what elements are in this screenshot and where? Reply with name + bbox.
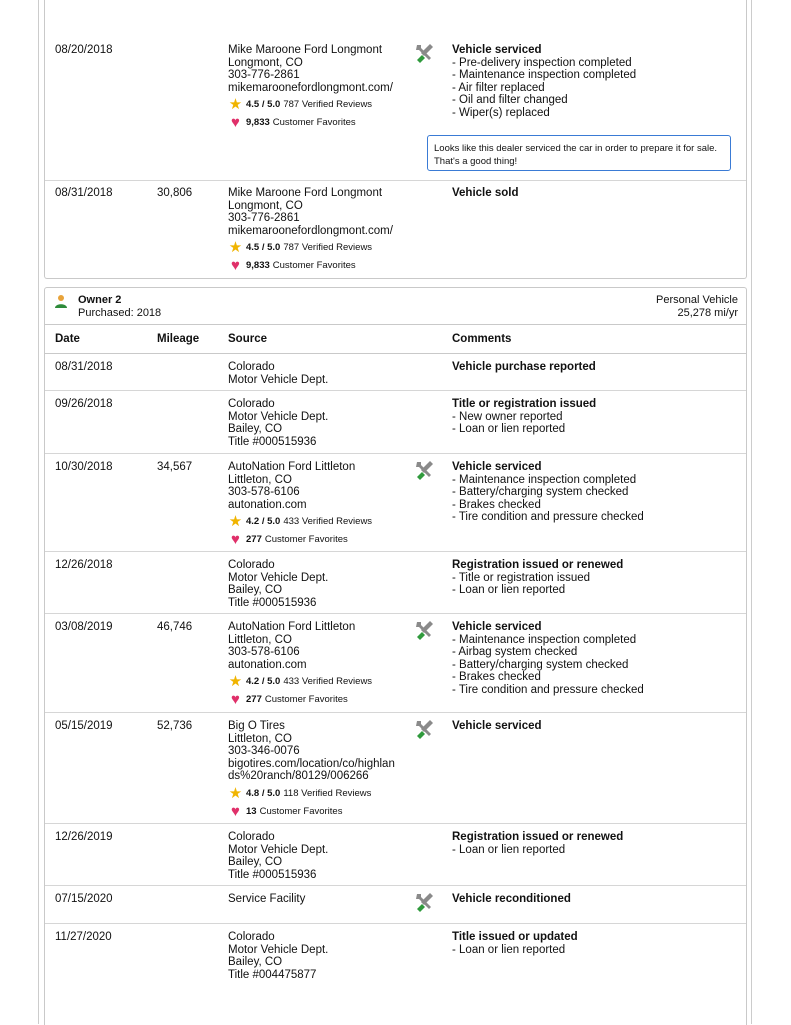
source-line: 303-776-2861 [228, 212, 300, 225]
record-mileage: 52,736 [157, 720, 193, 732]
source-line: Title #000515936 [228, 596, 317, 609]
comment-line: - Loan or lien reported [452, 843, 566, 856]
table-row [45, 354, 746, 391]
favorites-count: 9,833 [246, 260, 270, 272]
source-line: autonation.com [228, 658, 307, 671]
record-comments [452, 398, 596, 436]
comment-line: - Loan or lien reported [452, 584, 566, 597]
record-comments [452, 461, 644, 524]
comment-line: - Air filter replaced [452, 81, 545, 94]
source-line: Service Facility [228, 893, 306, 905]
heart-icon: ♥ [231, 257, 240, 275]
source-line: mikemaroonefordlongmont.com/ [228, 224, 393, 237]
rating-reviews: 433 Verified Reviews [283, 676, 373, 688]
source-line: 303-346-0076 [228, 745, 300, 758]
source-line: bigotires.com/location/co/highlan [228, 757, 395, 770]
rating-line [228, 515, 372, 529]
table-row [45, 614, 746, 713]
record-source [228, 621, 372, 707]
comment-title: Vehicle serviced [452, 621, 542, 633]
source-line: Motor Vehicle Dept. [228, 410, 329, 423]
comment-title: Registration issued or renewed [452, 831, 624, 843]
comment-line: - Brakes checked [452, 498, 541, 511]
comment-title: Vehicle serviced [452, 44, 542, 56]
source-line: Motor Vehicle Dept. [228, 843, 329, 856]
source-line: 303-578-6106 [228, 486, 300, 499]
comment-line: - Tire condition and pressure checked [452, 511, 644, 524]
record-comments [452, 720, 542, 733]
source-line: Title #004475877 [228, 968, 317, 981]
record-source [228, 559, 328, 609]
source-line: Longmont, CO [228, 56, 303, 69]
rating-reviews: 118 Verified Reviews [283, 787, 372, 799]
record-date: 08/31/2018 [55, 187, 113, 199]
comment-line: - Loan or lien reported [452, 943, 566, 956]
table-row [45, 924, 746, 1025]
star-icon: ★ [228, 784, 243, 802]
source-line: Littleton, CO [228, 732, 292, 745]
source-line: Bailey, CO [228, 423, 283, 436]
source-line: Colorado [228, 831, 275, 843]
rating-reviews: 433 Verified Reviews [283, 516, 373, 528]
person-icon [54, 294, 68, 308]
favorites-label: Customer Favorites [264, 534, 348, 546]
owner-header [45, 288, 746, 325]
favorites-line [228, 259, 393, 273]
comment-title: Vehicle serviced [452, 720, 542, 732]
rating-line [228, 241, 393, 255]
table-row [45, 713, 746, 824]
star-icon: ★ [228, 96, 243, 114]
table-row [45, 180, 746, 278]
record-mileage: 34,567 [157, 461, 193, 473]
source-line: Colorado [228, 398, 275, 410]
comment-title: Registration issued or renewed [452, 559, 624, 571]
record-comments [452, 621, 644, 697]
favorites-line [228, 533, 372, 547]
comment-line: - Wiper(s) replaced [452, 106, 550, 119]
source-line: Big O Tires [228, 720, 285, 732]
favorites-label: Customer Favorites [272, 260, 356, 272]
record-date: 11/27/2020 [55, 931, 112, 943]
owner-purchased: Purchased: 2018 [78, 307, 162, 319]
favorites-label: Customer Favorites [264, 694, 348, 706]
favorites-count: 9,833 [246, 117, 270, 129]
record-source [228, 44, 393, 130]
record-source [228, 398, 328, 448]
comment-line: - Pre-delivery inspection completed [452, 56, 632, 69]
source-line: Motor Vehicle Dept. [228, 943, 329, 956]
wrench-screwdriver-icon [413, 619, 435, 641]
owner-title: Owner 2 [78, 294, 122, 306]
record-date: 08/20/2018 [55, 44, 113, 56]
comment-line: - Tire condition and pressure checked [452, 683, 644, 696]
comment-title: Vehicle serviced [452, 461, 542, 473]
owner2-history-table [44, 287, 747, 1025]
table-row [45, 886, 746, 924]
source-line: mikemaroonefordlongmont.com/ [228, 81, 393, 94]
record-comments [452, 187, 518, 200]
source-line: autonation.com [228, 498, 307, 511]
record-source [228, 831, 328, 881]
record-source [228, 720, 395, 819]
record-date: 12/26/2018 [55, 559, 113, 571]
wrench-screwdriver-icon [413, 459, 435, 481]
rating-line [228, 675, 372, 689]
page-edge-left [38, 0, 39, 1024]
rating-reviews: 787 Verified Reviews [283, 242, 373, 254]
source-line: Title #000515936 [228, 435, 317, 448]
source-line: ds%20ranch/80129/006266 [228, 770, 369, 783]
record-date: 03/08/2019 [55, 621, 113, 633]
comment-title: Vehicle purchase reported [452, 361, 596, 373]
favorites-count: 277 [246, 534, 262, 546]
record-date: 12/26/2019 [55, 831, 113, 843]
record-date: 07/15/2020 [55, 893, 113, 905]
favorites-count: 277 [246, 694, 262, 706]
record-source [228, 187, 393, 273]
record-comments [452, 893, 571, 906]
heart-icon: ♥ [231, 531, 240, 549]
comment-line: - Maintenance inspection completed [452, 69, 637, 82]
source-line: AutoNation Ford Littleton [228, 461, 356, 473]
record-source [228, 461, 372, 547]
table-row [45, 824, 746, 886]
table-row [45, 37, 746, 181]
table-row [45, 552, 746, 614]
favorites-label: Customer Favorites [259, 805, 343, 817]
source-line: Bailey, CO [228, 584, 283, 597]
miles-per-year: 25,278 mi/yr [677, 307, 738, 319]
record-source [228, 931, 328, 981]
wrench-screwdriver-icon [413, 891, 435, 913]
comment-title: Vehicle sold [452, 187, 519, 199]
star-icon: ★ [228, 673, 243, 691]
comment-line: - Battery/charging system checked [452, 486, 629, 499]
header-source: Source [228, 333, 267, 345]
comment-title: Title issued or updated [452, 931, 578, 943]
rating-score: 4.2 / 5.0 [246, 516, 281, 528]
source-line: Title #000515936 [228, 868, 317, 881]
heart-icon: ♥ [231, 691, 240, 709]
header-date: Date [55, 333, 80, 345]
comment-line: - Battery/charging system checked [452, 658, 629, 671]
star-icon: ★ [228, 513, 243, 531]
dealer-note: Looks like this dealer serviced the car in order to prepare it for sale. That's a good thing! [427, 135, 731, 171]
rating-reviews: 787 Verified Reviews [283, 99, 373, 111]
comment-line: - Airbag system checked [452, 646, 578, 659]
source-line: Littleton, CO [228, 633, 292, 646]
page-edge-right [751, 0, 752, 1024]
source-line: Colorado [228, 559, 275, 571]
comment-line: - Maintenance inspection completed [452, 633, 637, 646]
header-comments: Comments [452, 333, 512, 345]
wrench-screwdriver-icon [413, 718, 435, 740]
source-line: Bailey, CO [228, 856, 283, 869]
source-line: Littleton, CO [228, 473, 292, 486]
record-date: 05/15/2019 [55, 720, 113, 732]
comment-line: - Brakes checked [452, 671, 541, 684]
favorites-line [228, 802, 395, 820]
record-comments [452, 559, 623, 597]
comment-line: - Loan or lien reported [452, 423, 566, 436]
source-line: 303-578-6106 [228, 646, 300, 659]
favorites-line [228, 693, 372, 707]
rating-score: 4.5 / 5.0 [246, 242, 281, 254]
comment-title: Vehicle reconditioned [452, 893, 571, 905]
source-line: Bailey, CO [228, 956, 283, 969]
rating-score: 4.2 / 5.0 [246, 676, 281, 688]
record-date: 09/26/2018 [55, 398, 113, 410]
header-mileage: Mileage [157, 333, 200, 345]
comment-line: - Maintenance inspection completed [452, 473, 637, 486]
comment-line: - Title or registration issued [452, 571, 591, 584]
table-row [45, 391, 746, 454]
table-row [45, 454, 746, 552]
source-line: Mike Maroone Ford Longmont [228, 44, 383, 56]
source-line: Longmont, CO [228, 199, 303, 212]
record-comments [452, 44, 636, 120]
record-source [228, 361, 328, 386]
record-date: 08/31/2018 [55, 361, 113, 373]
wrench-screwdriver-icon [413, 42, 435, 64]
rating-score: 4.8 / 5.0 [246, 787, 281, 799]
source-line: AutoNation Ford Littleton [228, 621, 356, 633]
star-icon: ★ [228, 239, 243, 257]
source-line: 303-776-2861 [228, 69, 300, 82]
source-line: Colorado [228, 931, 275, 943]
comment-title: Title or registration issued [452, 398, 597, 410]
source-line: Motor Vehicle Dept. [228, 571, 329, 584]
source-line: Colorado [228, 361, 275, 373]
rating-score: 4.5 / 5.0 [246, 99, 281, 111]
favorites-label: Customer Favorites [272, 117, 356, 129]
table-header [45, 325, 746, 354]
favorites-line [228, 116, 393, 130]
record-comments [452, 361, 596, 374]
favorites-count: 13 [246, 805, 257, 817]
comment-line: - Oil and filter changed [452, 94, 568, 107]
source-line: Mike Maroone Ford Longmont [228, 187, 383, 199]
heart-icon: ♥ [231, 114, 240, 132]
record-comments [452, 931, 578, 956]
source-line: Motor Vehicle Dept. [228, 373, 329, 386]
record-mileage: 30,806 [157, 187, 193, 199]
record-comments [452, 831, 623, 856]
vehicle-type: Personal Vehicle [656, 294, 738, 306]
comment-line: - New owner reported [452, 410, 563, 423]
record-source [228, 893, 305, 906]
record-mileage: 46,746 [157, 621, 193, 633]
owner1-history-table [44, 0, 747, 279]
rating-line [228, 98, 393, 112]
heart-icon: ♥ [231, 802, 240, 820]
rating-line [228, 784, 395, 802]
record-date: 10/30/2018 [55, 461, 113, 473]
